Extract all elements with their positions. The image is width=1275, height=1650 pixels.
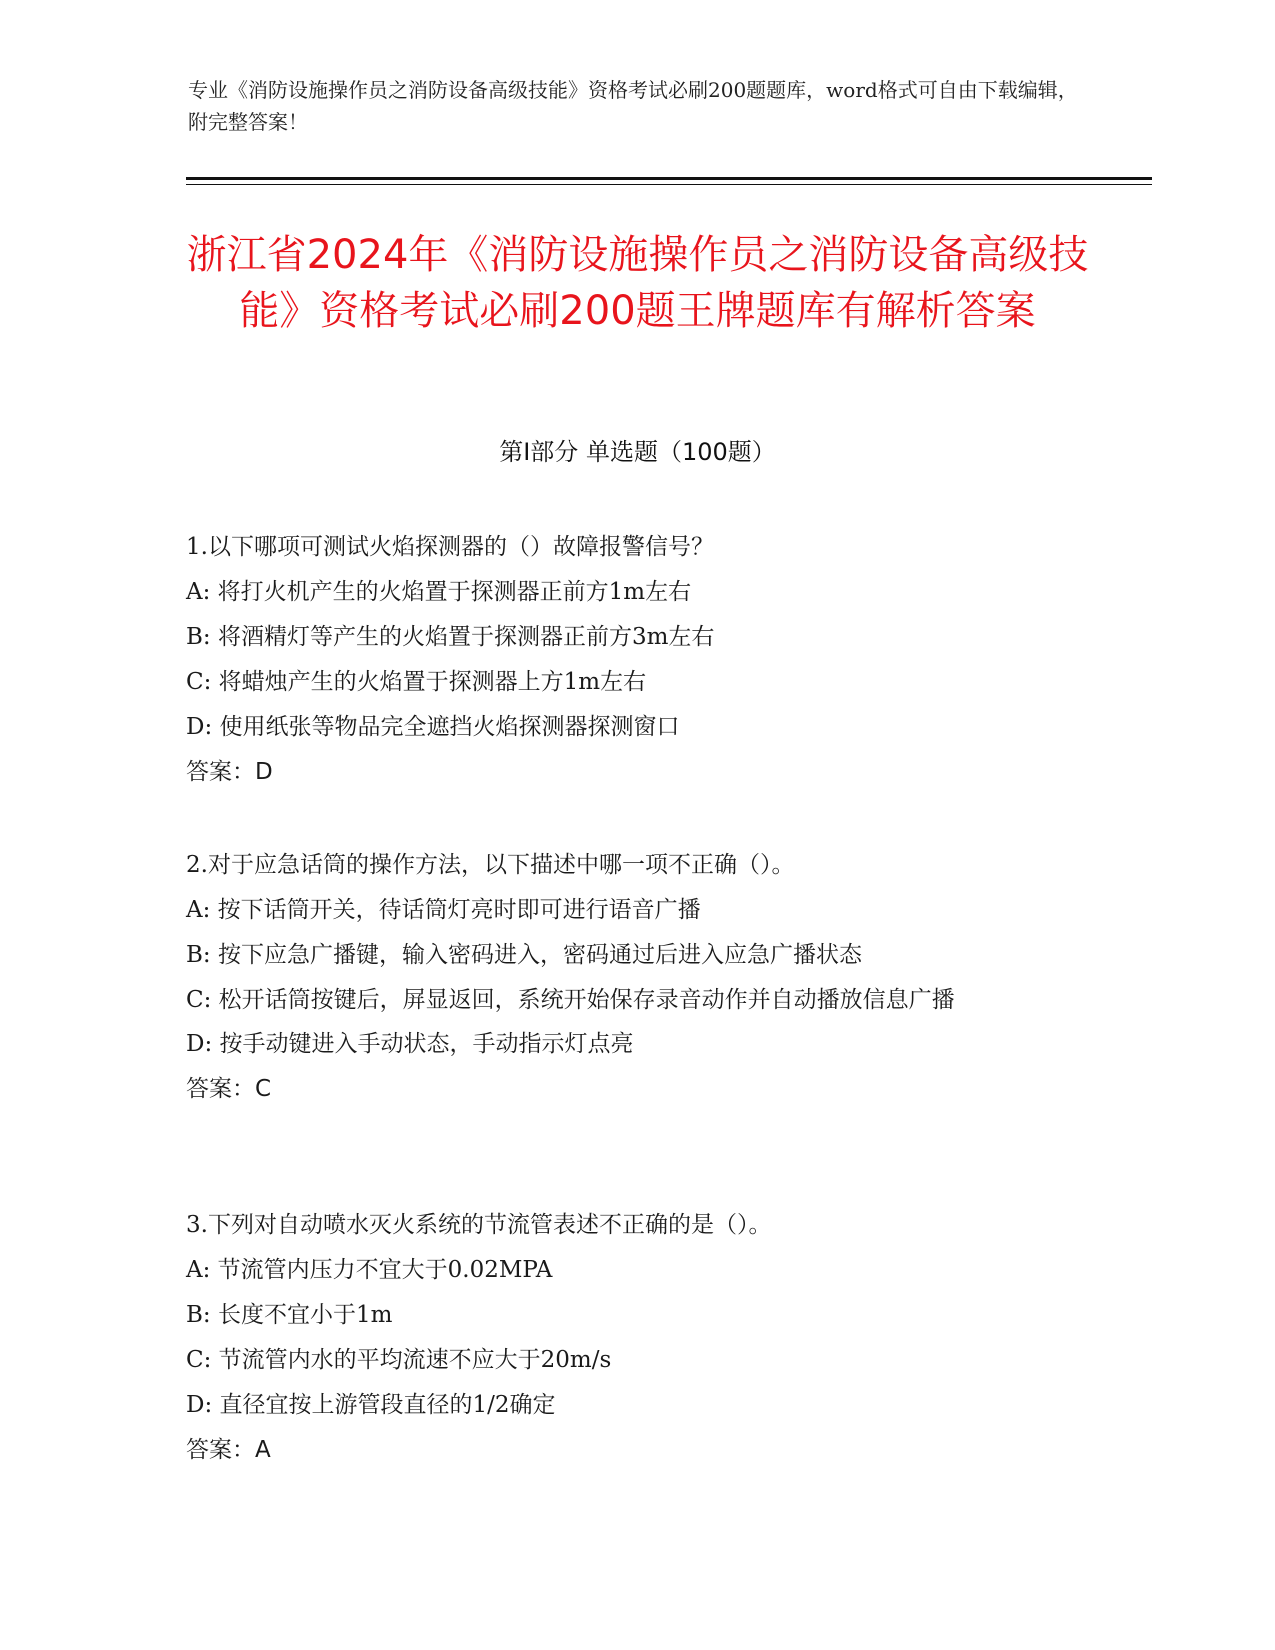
document-title: 浙江省2024年《消防设施操作员之消防设备高级技能》资格考试必刷200题王牌题库有解析答案	[186, 232, 1089, 334]
question-block	[186, 525, 1086, 795]
option-d: D: 使用纸张等物品完全遮挡火焰探测器探测窗口	[186, 714, 680, 740]
question-stem: 1.以下哪项可测试火焰探测器的（）故障报警信号？	[186, 534, 714, 560]
header-text: 专业《消防设施操作员之消防设备高级技能》资格考试必刷200题题库，word格式可自由下载编辑，附完整答案！	[188, 78, 1078, 134]
option-c: C: 节流管内水的平均流速不应大于20m/s	[186, 1347, 612, 1373]
answer-line: 答案：D	[186, 759, 273, 785]
option-b: B: 将酒精灯等产生的火焰置于探测器正前方3m左右	[186, 624, 715, 650]
option-b: B: 按下应急广播键，输入密码进入，密码通过后进入应急广播状态	[186, 942, 862, 968]
option-d: D: 直径宜按上游管段直径的1/2确定	[186, 1392, 556, 1418]
question-block	[186, 843, 1086, 1112]
question-stem: 2.对于应急话筒的操作方法，以下描述中哪一项不正确（）。	[186, 852, 795, 878]
question-block	[186, 1203, 1086, 1473]
option-a: A: 节流管内压力不宜大于0.02MPA	[186, 1257, 553, 1283]
answer-line: 答案：A	[186, 1437, 271, 1463]
option-a: A: 将打火机产生的火焰置于探测器正前方1m左右	[186, 579, 692, 605]
header-divider-thick	[186, 177, 1152, 180]
question-stem: 3.下列对自动喷水灭火系统的节流管表述不正确的是（）。	[186, 1212, 772, 1238]
header-divider-thin	[186, 184, 1152, 185]
answer-line: 答案：C	[186, 1076, 272, 1102]
option-b: B: 长度不宜小于1m	[186, 1302, 393, 1328]
option-a: A: 按下话筒开关，待话筒灯亮时即可进行语音广播	[186, 897, 701, 923]
section-heading: 第I部分 单选题（100题）	[499, 438, 776, 466]
option-c: C: 将蜡烛产生的火焰置于探测器上方1m左右	[186, 669, 647, 695]
option-c: C: 松开话筒按键后，屏显返回，系统开始保存录音动作并自动播放信息广播	[186, 987, 955, 1013]
option-d: D: 按手动键进入手动状态，手动指示灯点亮	[186, 1031, 634, 1057]
